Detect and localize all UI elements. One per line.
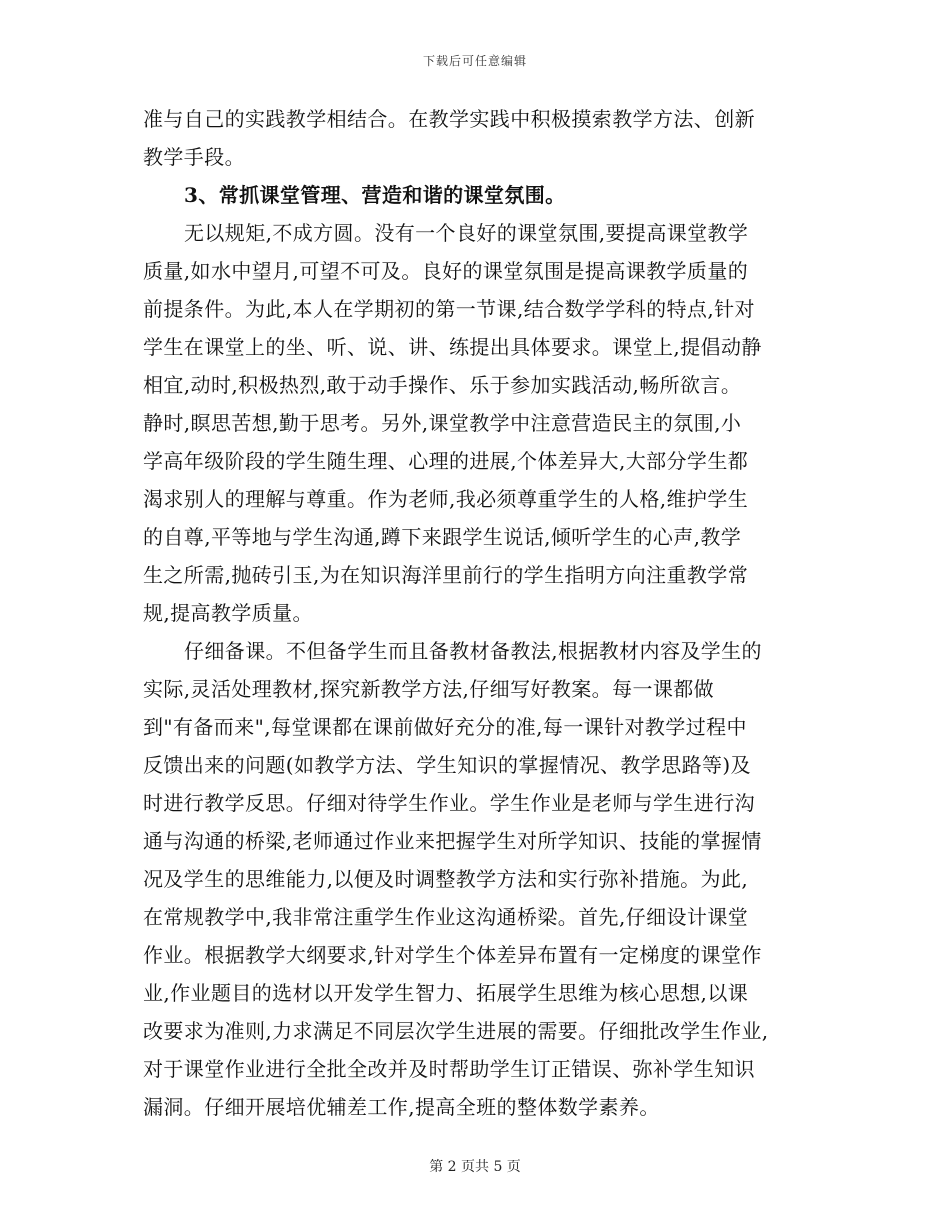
body-text-line: 到"有备而来",每堂课都在课前做好充分的准,每一课针对教学过程中	[143, 715, 747, 739]
body-text-line: 在常规教学中,我非常注重学生作业这沟通桥梁。首先,仔细设计课堂	[143, 905, 749, 929]
body-text-line: 学生在课堂上的坐、听、说、讲、练提出具体要求。课堂上,提倡动静	[143, 335, 762, 359]
body-text-line: 规,提高教学质量。	[143, 601, 313, 625]
section-heading: 3、常抓课堂管理、营造和谐的课堂氛围。	[184, 183, 566, 207]
body-text-line: 相宜,动时,积极热烈,敢于动手操作、乐于参加实践活动,畅所欲言。	[143, 373, 742, 397]
body-text-line: 反馈出来的问题(如教学方法、学生知识的掌握情况、教学思路等)及	[143, 753, 752, 777]
document-body	[143, 100, 813, 1126]
body-text-line: 实际,灵活处理教材,探究新教学方法,仔细写好教案。每一课都做	[143, 677, 715, 701]
body-text-line: 学高年级阶段的学生随生理、心理的进展,个体差异大,大部分学生都	[143, 449, 749, 473]
body-text-line: 质量,如水中望月,可望不可及。良好的课堂氛围是提高课教学质量的	[143, 259, 749, 283]
body-text-line: 渴求别人的理解与尊重。作为老师,我必须尊重学生的人格,维护学生	[143, 487, 749, 511]
body-text-line: 教学手段。	[143, 145, 245, 169]
body-text-line: 的自尊,平等地与学生沟通,蹲下来跟学生说话,倾听学生的心声,教学	[143, 525, 742, 549]
body-text-line: 前提条件。为此,本人在学期初的第一节课,结合数学学科的特点,针对	[143, 297, 755, 321]
body-text-line: 改要求为准则,力求满足不同层次学生进展的需要。仔细批改学生作业,	[143, 1019, 769, 1043]
body-text-line: 准与自己的实践教学相结合。在教学实践中积极摸索教学方法、创新	[143, 107, 755, 131]
body-text-line: 作业。根据教学大纲要求,针对学生个体差异布置有一定梯度的课堂作	[143, 943, 762, 967]
body-text-line: 漏洞。仔细开展培优辅差工作,提高全班的整体数学素养。	[143, 1095, 660, 1119]
body-text-line: 静时,瞑思苦想,勤于思考。另外,课堂教学中注意营造民主的氛围,小	[143, 411, 742, 435]
body-text-line: 通与沟通的桥梁,老师通过作业来把握学生对所学知识、技能的掌握情	[143, 829, 762, 853]
page-footer: 第 2 页共 5 页	[429, 1159, 521, 1175]
body-text-line: 仔细备课。不但备学生而且备教材备教法,根据教材内容及学生的	[184, 639, 762, 663]
body-text-line: 对于课堂作业进行全批全改并及时帮助学生订正错误、弥补学生知识	[143, 1057, 755, 1081]
page-header: 下载后可任意编辑	[422, 54, 527, 68]
body-text-line: 时进行教学反思。仔细对待学生作业。学生作业是老师与学生进行沟	[143, 791, 755, 815]
body-text-line: 业,作业题目的选材以开发学生智力、拓展学生思维为核心思想,以课	[143, 981, 749, 1005]
body-text-line: 况及学生的思维能力,以便及时调整教学方法和实行弥补措施。为此,	[143, 867, 749, 891]
body-text-line: 生之所需,抛砖引玉,为在知识海洋里前行的学生指明方向注重教学常	[143, 563, 749, 587]
body-text-line: 无以规矩,不成方圆。没有一个良好的课堂氛围,要提高课堂教学	[184, 221, 749, 245]
